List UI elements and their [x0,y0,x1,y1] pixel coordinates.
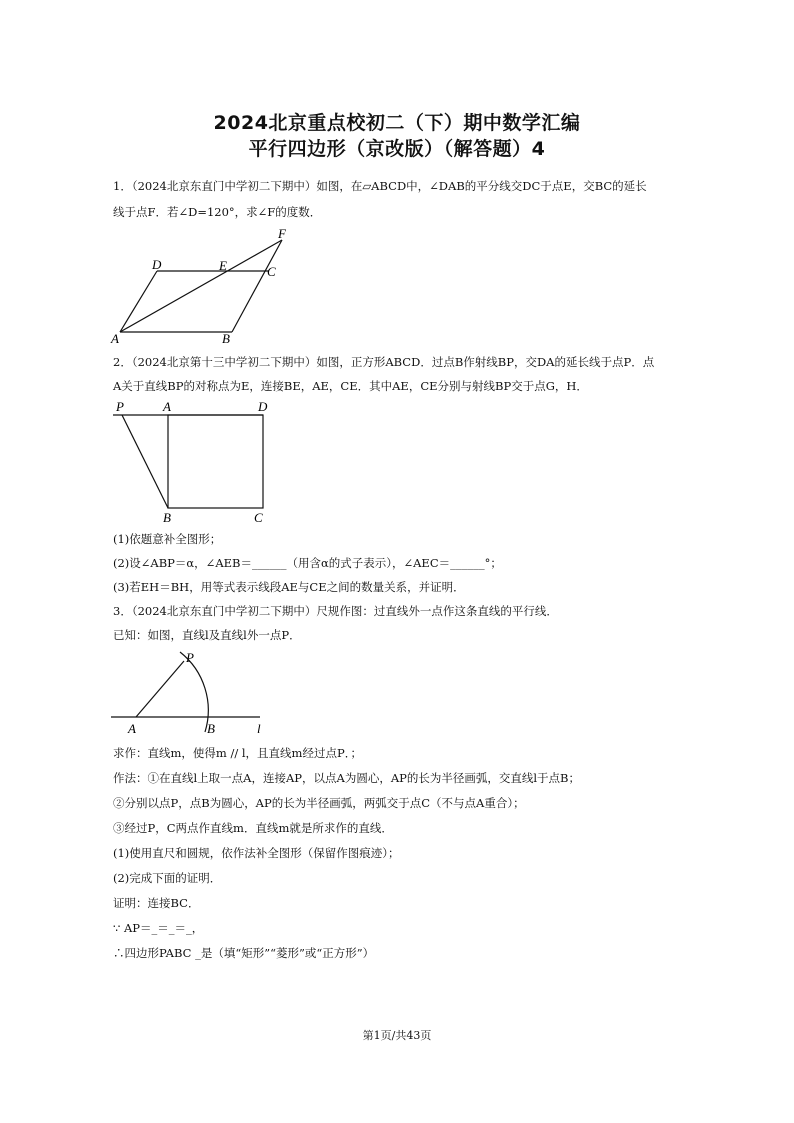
q3-label-l: l [257,721,261,736]
q1-parallelogram-figure [105,222,305,346]
q1-label-a: A [111,331,119,346]
q2-text-line2: A关于直线BP的对称点为E，连接BE，AE，CE．其中AE，CE分别与射线BP交于点G，H． [113,379,588,393]
q3-proof-line1: 证明：连接BC． [113,896,200,910]
q2-square-abcd [168,415,263,508]
q3-step2: ②分别以点P，点B为圆心，AP的长为半径画弧，两弧交于点C（不与点A重合）； [113,796,525,810]
q2-text-line1: 2．（2024北京第十三中学初二下期中）如图，正方形ABCD．过点B作射线BP，交DA的延长线于点P．点 [113,355,655,369]
q3-step3: ③经过P，C两点作直线m．直线m就是所求作的直线． [113,821,393,835]
q3-label-b: B [207,721,215,736]
q2-sub2: (2)设∠ABP＝α，∠AEB＝______（用含α的式子表示），∠AEC＝______°； [113,556,502,570]
q2-label-d: D [258,399,268,414]
q2-label-a: A [163,399,171,414]
q3-requirement: 求作：直线m，使得m // l，且直线m经过点P．； [113,746,362,760]
q3-arc [180,652,208,732]
q3-sub2: (2)完成下面的证明． [113,871,222,885]
q1-bisector-af [120,240,282,332]
q1-label-e: E [219,258,227,273]
document-subtitle: 平行四边形（京改版）（解答题）4 [248,138,546,160]
q1-text-line1: 1．（2024北京东直门中学初二下期中）如图，在▱ABCD中，∠DAB的平分线交DC于点E，交BC的延长 [113,179,647,193]
q2-square-figure [108,398,278,526]
q3-sub1: (1)使用直尺和圆规，依作法补全图形（保留作图痕迹）； [113,846,400,860]
document-title: 2024北京重点校初二（下）期中数学汇编 [213,112,581,134]
q1-label-d: D [152,257,162,272]
q1-side-ad [120,271,157,332]
q1-text-line2: 线于点F．若∠D=120°，求∠F的度数． [113,205,322,219]
q3-proof-line2: ∵ AP＝_＝_＝_， [113,921,204,935]
q1-label-f: F [278,226,286,241]
q3-text-line1: 3．（2024北京东直门中学初二下期中）尺规作图：过直线外一点作这条直线的平行线． [113,604,558,618]
q3-step1: 作法：①在直线l上取一点A，连接AP，以点A为圆心，AP的长为半径画弧，交直线l于点B； [113,771,580,785]
q2-sub3: (3)若EH＝BH，用等式表示线段AE与CE之间的数量关系，并证明． [113,580,465,594]
q3-construction-figure [108,646,278,740]
q2-label-c: C [254,510,263,525]
q2-sub1: (1)依题意补全图形； [113,532,222,546]
q3-segment-ap [136,661,184,717]
page-number: 第1页/共43页 [362,1029,432,1042]
q3-proof-line3: ∴四边形PABC _是（填“矩形”“菱形”或“正方形”） [113,946,375,960]
q2-label-b: B [163,510,171,525]
q3-label-a: A [128,721,136,736]
q3-text-line2: 已知：如图，直线l及直线l外一点P． [113,628,301,642]
q2-ray-bp [122,415,168,508]
q1-label-b: B [222,331,230,346]
q1-label-c: C [267,264,276,279]
q3-label-p: P [186,650,194,665]
q2-label-p: P [116,399,124,414]
